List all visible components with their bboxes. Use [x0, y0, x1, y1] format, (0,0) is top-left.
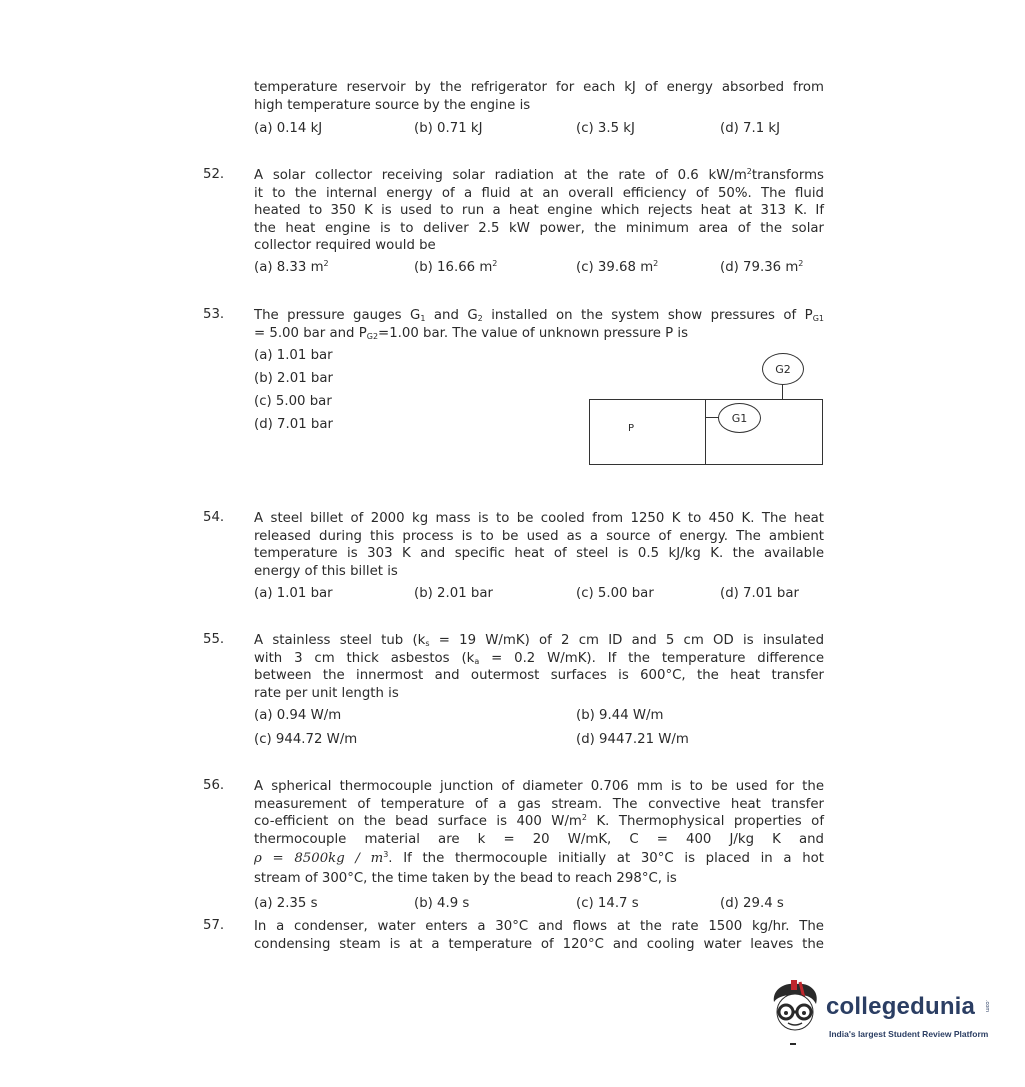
gauge-g1: G1 [718, 403, 761, 433]
q55-stem: A stainless steel tub ($k_s = 19$ W/mK) of 2 cm ID and 5 cm OD is insulated with 3 cm thick asbestos ($k_a = 0.2$ W/mK). If the temperature difference between the innermost and outermost surfaces is 600°C, the heat transfer rate per unit length is [254, 633, 825, 701]
q52-number: 52. [203, 167, 225, 182]
brand-tagline: India's largest Student Review Platform [829, 1029, 989, 1039]
q52-option-c: (c) 39.68 $m^2$ [576, 259, 659, 275]
q51-option-b: (b) 0.71 kJ [414, 121, 483, 136]
q54-option-c: (c) 5.00 bar [576, 586, 654, 601]
q56-option-a: (a) 2.35 s [254, 896, 318, 911]
q53-option-d: (d) 7.01 bar [254, 417, 333, 432]
q51-stem: temperature reservoir by the refrigerator for each kJ of energy absorbed from high temperature source by the engine is [254, 80, 824, 113]
q53-option-a: (a) 1.01 bar [254, 348, 333, 363]
q55-option-a: (a) 0.94 W/m [254, 708, 342, 723]
label-p: P [628, 423, 635, 434]
q51-option-a: (a) 0.14 kJ [254, 121, 323, 136]
q57-number: 57. [203, 918, 225, 933]
g2-connector [782, 384, 783, 400]
q51-option-d: (d) 7.1 kJ [720, 121, 781, 136]
q56-option-b: (b) 4.9 s [414, 896, 470, 911]
q52-option-d: (d) 79.36 $m^2$ [720, 259, 804, 275]
q54-option-a: (a) 1.01 bar [254, 586, 333, 601]
q56-option-d: (d) 29.4 s [720, 896, 784, 911]
q54-option-b: (b) 2.01 bar [414, 586, 493, 601]
q55-number: 55. [203, 632, 225, 647]
q53-option-b: (b) 2.01 bar [254, 371, 333, 386]
q55-option-d: (d) 9447.21 W/m [576, 732, 689, 747]
q52-option-b: (b) 16.66 $m^2$ [414, 259, 498, 275]
q52-option-a: (a) 8.33 $m^2$ [254, 259, 329, 275]
q56-stem: A spherical thermocouple junction of diameter 0.706 mm is to be used for the measurement of temperature of a gas stream. The convective heat transfer co-efficient on the bead surface is 400 $W/m^2$ K. Thermophysical properties of thermocouple material are k = 20 W/mK, C = 400 J/kg K and $\rho = 8500kg / m^3$. If the thermocouple initially at 30°C is placed in a hot stream of 300°C, the time taken by the bead to reach 298°C, is [254, 779, 824, 887]
gauge-g2: G2 [762, 353, 804, 385]
vessel-outer-box [589, 399, 823, 465]
q52-stem: A solar collector receiving solar radiation at the rate of 0.6 $kW/m^2transforms$ it to the internal energy of a fluid at an overall efficiency of 50%. The fluid heated to 350 K is used to run a heat engine which rejects heat at 313 K. If the heat engine is to deliver 2.5 kW power, the minimum area of the solar collector required would be [254, 167, 824, 254]
q56-option-c: (c) 14.7 s [576, 896, 639, 911]
brand-dotcom: .com [984, 1000, 990, 1012]
vessel-divider [705, 399, 706, 464]
q53-number: 53. [203, 307, 225, 322]
q56-number: 56. [203, 778, 225, 793]
q53-option-c: (c) 5.00 bar [254, 394, 332, 409]
q54-number: 54. [203, 510, 225, 525]
brand-name: collegedunia [826, 993, 976, 1020]
q55-option-b: (b) 9.44 W/m [576, 708, 664, 723]
q57-stem: In a condenser, water enters a 30°C and flows at the rate 1500 kg/hr. The condensing steam is at a temperature of 120°C and cooling water leaves the [254, 919, 824, 952]
q51-option-c: (c) 3.5 kJ [576, 121, 635, 136]
q53-stem: The pressure gauges $G_1$ and $G_2$ installed on the system show pressures of $P_{G1}$ = 5.00 bar and $P_{G2}=1.00$ bar. The value of unknown pressure P is [254, 308, 824, 341]
q54-stem: A steel billet of 2000 kg mass is to be cooled from 1250 K to 450 K. The heat released during this process is to be used as a source of energy. The ambient temperature is 303 K and specific heat of steel is 0.5 kJ/kg K. the available energy of this billet is [254, 511, 824, 579]
mascot-icon [764, 980, 826, 1052]
q54-option-d: (d) 7.01 bar [720, 586, 799, 601]
q55-option-c: (c) 944.72 W/m [254, 732, 358, 747]
